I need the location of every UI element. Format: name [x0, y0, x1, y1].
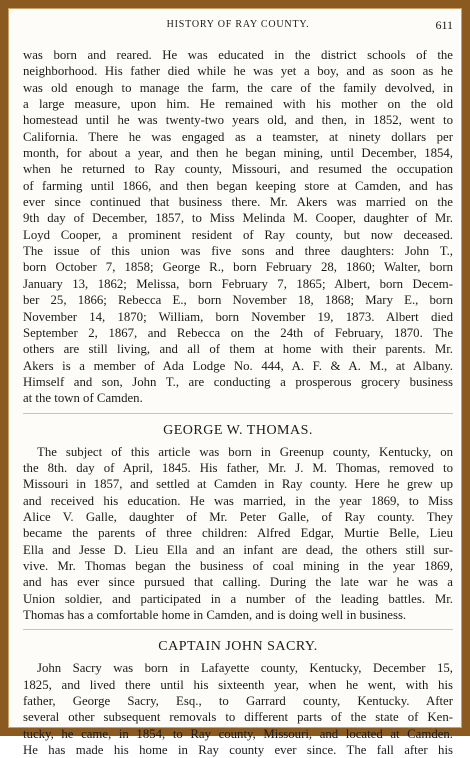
text-line: Akers is a member of Ada Lodge No. 444, A. F. & A. M., at Albany. — [23, 358, 453, 373]
text-line: The subject of this article was born in Greenup county, Kentucky, on — [37, 444, 453, 459]
text-line: others are still living, and all of them at home with their parents. Mr. — [23, 342, 453, 357]
text-line: Ella and Jesse D. Lieu Ella and an infant are dead, the others still sur- — [23, 542, 453, 557]
text-line: was old enough to manage the farm, the care of the family devolved, in — [23, 80, 453, 95]
section-heading-captain-john-sacry: CAPTAIN JOHN SACRY. — [158, 639, 318, 655]
text-line: the 8th. day of April, 1845. His father, Mr. J. M. Thomas, removed to — [23, 460, 453, 475]
text-line: neighborhood. His father died while he was yet a boy, and as soon as he — [23, 64, 453, 79]
text-line: a large measure, upon him. He remained with his mother on the old — [23, 97, 453, 112]
text-line: month, for about a year, and then he began mining, until December, 1854, — [23, 146, 453, 161]
text-line: ber 25, 1866; Rebecca E., born November 18, 1868; Mary E., born — [23, 293, 453, 308]
text-line: Himself and son, John T., are conducting a prosperous grocery business — [23, 374, 453, 389]
text-line: Alice V. Galle, daughter of Mr. Peter Galle, of Ray county. They — [23, 509, 453, 524]
section-divider — [23, 623, 453, 636]
text-line: was born and reared. He was educated in the district schools of the — [23, 48, 453, 62]
text-line: born October 7, 1858; George R., born February 28, 1860; Walter, born — [23, 260, 453, 275]
biography-akers — [23, 47, 453, 407]
section-divider — [23, 407, 453, 420]
text-line: vive. Mr. Thomas began the business of coal mining in the year 1869, — [23, 558, 453, 573]
text-line: father, George Sacry, Esq., to Garrard county, Kentucky. After — [23, 694, 453, 709]
text-line: The issue of this union was five sons and three daughters: John T., — [23, 244, 453, 259]
text-line: ever since continued that business there. Mr. Akers was married on the — [23, 195, 453, 210]
biography-thomas — [23, 444, 453, 624]
text-line: homestead until he was twenty-two years old, and then, in 1852, went to — [23, 113, 453, 128]
text-line: 9th day of December, 1857, to Miss Melinda M. Cooper, daughter of Mr. — [23, 211, 453, 226]
running-header — [23, 17, 453, 33]
text-line: September 2, 1867, and Rebecca on the 24th of February, 1870. The — [23, 325, 453, 340]
biography-sacry — [23, 660, 453, 758]
page-paper — [8, 8, 462, 758]
text-line: and has ever since pursued that calling. During the late war he was a — [23, 575, 453, 590]
text-line: California. There he was engaged as a teamster, at ninety dollars per — [23, 129, 453, 144]
running-header-title: HISTORY OF RAY COUNTY. — [166, 19, 310, 30]
text-line: of farming until 1866, and then began keeping store at Camden, and has — [23, 178, 453, 193]
book-page — [23, 17, 453, 758]
text-line: Thomas has a comfortable home in Camden, and is doing well in business. — [23, 608, 407, 622]
text-line: January 13, 1862; Melissa, born February 7, 1865; Albert, born Decem- — [23, 276, 453, 291]
text-line: Loyd Cooper, a prominent resident of Ray county, but now deceased. — [23, 227, 453, 242]
text-line: when he returned to Ray county, Missouri, and resumed the occupation — [23, 162, 453, 177]
text-line: became the parents of three children: Alfred Edgar, Murtie Belle, Lieu — [23, 526, 453, 541]
page-number: 611 — [435, 18, 453, 32]
text-line: John Sacry was born in Lafayette county, Kentucky, December 15, — [37, 661, 453, 676]
text-line: He has made his home in Ray county ever since. The fall after his — [23, 743, 453, 758]
text-line: and received his education. He was married, in the year 1869, to Miss — [23, 493, 453, 508]
text-line: at the town of Camden. — [23, 391, 143, 406]
section-heading-george-w-thomas: GEORGE W. THOMAS. — [163, 422, 313, 438]
text-line: tucky, he came, in 1854, to Ray county, Missouri, and located at Camden. — [23, 726, 453, 741]
text-line: November 14, 1870; William, born November 19, 1873. Albert died — [23, 309, 453, 324]
text-line: Union soldier, and participated in a number of the leading battles. Mr. — [23, 591, 453, 606]
text-line: 1825, and lived there until his sixteenth year, when he went, with his — [23, 677, 453, 692]
text-line: Missouri in 1857, and settled at Camden in Ray county. Here he grew up — [23, 477, 453, 492]
text-line: several other subsequent removals to different parts of the state of Ken- — [23, 710, 453, 725]
